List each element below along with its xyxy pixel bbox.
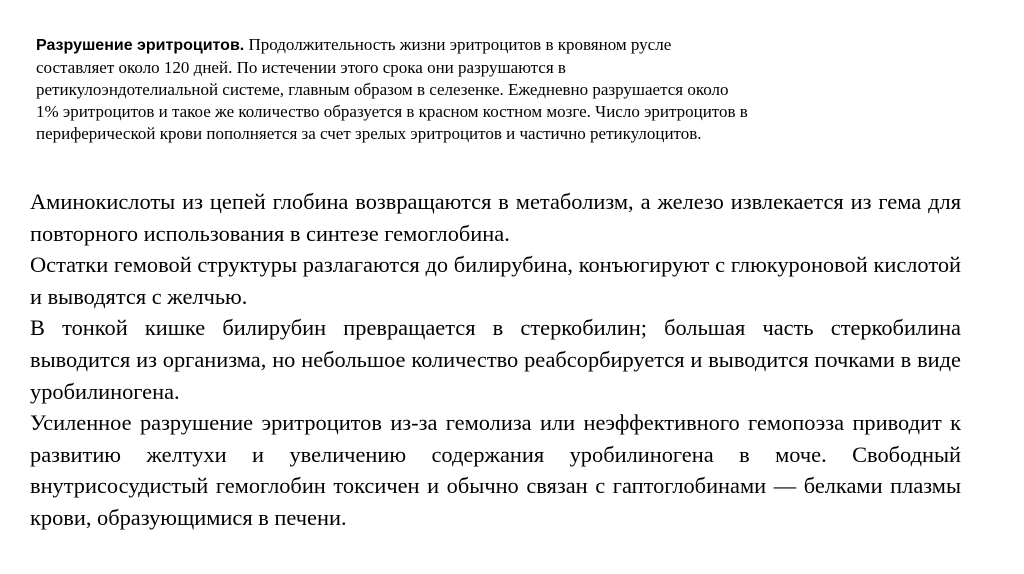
intro-paragraph	[36, 34, 891, 145]
intro-heading: Разрушение эритроцитов.	[36, 37, 245, 54]
intro-line: 1% эритроцитов и такое же количество образуется в красном костном мозге. Число эритроцитов в	[36, 102, 748, 121]
intro-line: Продолжительность жизни эритроцитов в кровяном русле	[248, 35, 672, 54]
main-text	[30, 186, 961, 534]
intro-line: периферической крови пополняется за счет зрелых эритроцитов и частично ретикулоцитов.	[36, 124, 702, 143]
intro-line: составляет около 120 дней. По истечении этого срока они разрушаются в	[36, 58, 566, 77]
paragraph-amino-acids: Аминокислоты из цепей глобина возвращаются в метаболизм, а железо извлекается из гема для повторного использования в синтезе гемоглобина.	[30, 189, 961, 246]
paragraph-hemolysis: Усиленное разрушение эритроцитов из-за гемолиза или неэффективного гемопоэза приводит к развитию желтухи и увеличению содержания уробилиногена в моче. Свободный внутрисосудистый гемоглобин токсичен и обычно связан с гаптоглобинами — белками плазмы крови, образующимися в печени.	[30, 410, 961, 530]
intro-line: ретикулоэндотелиальной системе, главным образом в селезенке. Ежедневно разрушается около	[36, 80, 729, 99]
paragraph-stercobilin: В тонкой кишке билирубин превращается в стеркобилин; большая часть стеркобилина выводится из организма, но небольшое количество реабсорбируется и выводится почками в виде уробилиногена.	[30, 315, 961, 404]
paragraph-bilirubin: Остатки гемовой структуры разлагаются до билирубина, конъюгируют с глюкуроновой кислотой и выводятся с желчью.	[30, 252, 961, 309]
